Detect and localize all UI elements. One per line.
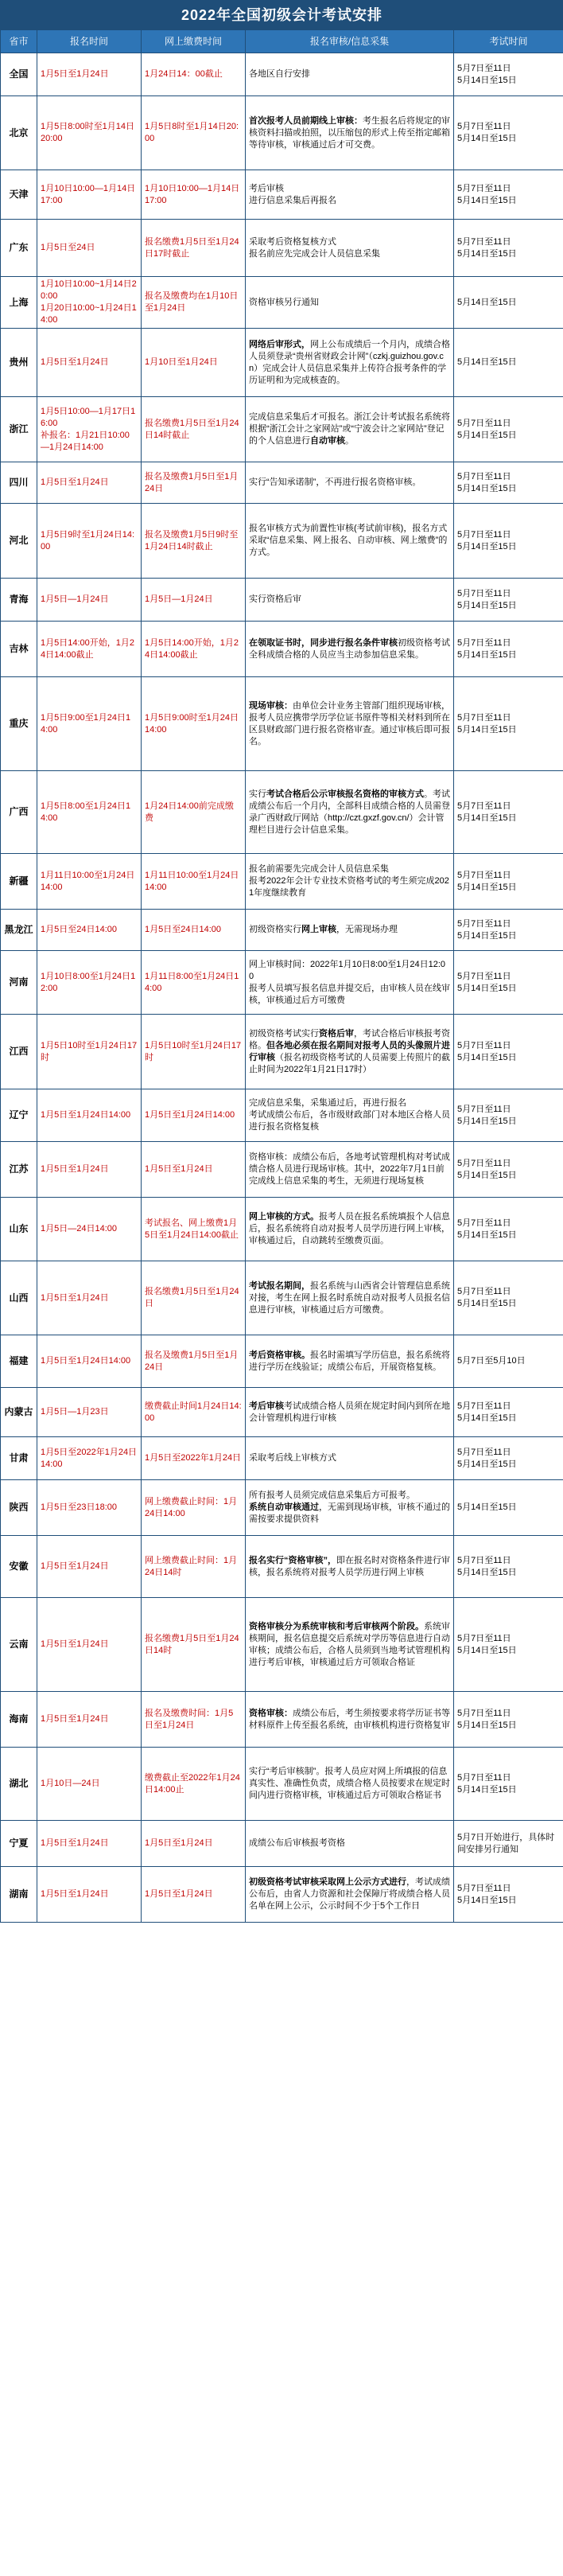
registration-time-cell: 1月11日10:00至1月24日14:00: [37, 854, 142, 910]
table-row: [1, 1261, 563, 1335]
exam-time-cell: 5月7日至11日 5月14日至15日: [454, 220, 563, 277]
table-row: [1, 622, 563, 677]
header-payment-time: 网上缴费时间: [142, 30, 246, 53]
review-info-text: 网上公布成绩后一个月内，成绩合格人员须登录“贵州省财政会计网”（czkj.guizhou.gov.cn）完成会计人员信息采集并上传符合报考条件的学历证明和为完成核查的。: [249, 339, 450, 385]
review-info-emphasis: 考后资格审核。: [249, 1350, 310, 1360]
province-cell: 云南: [1, 1598, 37, 1692]
province-cell: 宁夏: [1, 1821, 37, 1867]
payment-time-cell: 1月5日—1月24日: [142, 579, 246, 622]
review-info-text: 实行“考后审核制”。报考人员应对网上所填报的信息真实性、准确性负责，成绩合格人员按要求在规定时间内进行资格审核，审核通过后方可领取合格证书: [249, 1767, 450, 1800]
table-row: [1, 1867, 563, 1923]
review-info-cell: [246, 951, 454, 1015]
review-info-text: 初级资格考试实行资格后审，考试合格后审核报考资格。但各地必须在报名期间对报考人员的头像照片进行审核（报名初级资格考试的人员需要上传照片的截止时间为2022年1月21日17时）: [249, 1028, 450, 1074]
table-row: [1, 1437, 563, 1480]
review-info-emphasis: 考试报名期间，: [249, 1280, 310, 1291]
table-row: [1, 1536, 563, 1598]
table-row: [1, 1142, 563, 1198]
province-cell: 新疆: [1, 854, 37, 910]
review-info-text: 采取考后资格复核方式 报名前应先完成会计人员信息采集: [249, 236, 380, 259]
payment-time-cell: 报名及缴费均在1月10日至1月24日: [142, 277, 246, 329]
exam-time-cell: 5月7日至11日 5月14日至15日: [454, 397, 563, 462]
province-cell: 海南: [1, 1692, 37, 1748]
table-row: [1, 1821, 563, 1867]
payment-time-cell: 网上缴费截止时间：1月24日14时: [142, 1536, 246, 1598]
review-info-text: ，考试成绩公布后，由省人力资源和社会保障厅将成绩合格人员名单在网上公示，公示时间不少于5个工作日: [249, 1877, 450, 1911]
exam-time-cell: 5月7日至11日 5月14日至15日: [454, 677, 563, 771]
registration-time-cell: 1月5日9:00至1月24日14:00: [37, 677, 142, 771]
header-registration-time: 报名时间: [37, 30, 142, 53]
exam-time-cell: 5月7日至11日 5月14日至15日: [454, 53, 563, 96]
review-info-cell: [246, 771, 454, 854]
registration-time-cell: 1月5日10时至1月24日17时: [37, 1015, 142, 1089]
review-info-text: 考试成绩合格人员须在规定时间内到所在地会计管理机构进行审核: [249, 1401, 450, 1423]
exam-time-cell: 5月7日至11日 5月14日至15日: [454, 622, 563, 677]
registration-time-cell: 1月10日—24日: [37, 1748, 142, 1821]
table-row: [1, 170, 563, 220]
registration-time-cell: 1月5日至1月24日: [37, 1536, 142, 1598]
payment-time-cell: 缴费截止至2022年1月24日14:00止: [142, 1748, 246, 1821]
table-row: [1, 1388, 563, 1437]
review-info-cell: [246, 1536, 454, 1598]
review-info-cell: [246, 329, 454, 397]
table-row: [1, 504, 563, 579]
registration-time-cell: 1月10日8:00至1月24日12:00: [37, 951, 142, 1015]
registration-time-cell: 1月5日至1月24日: [37, 1598, 142, 1692]
exam-time-cell: 5月7日至11日 5月14日至15日: [454, 1015, 563, 1089]
payment-time-cell: 1月5日至1月24日: [142, 1821, 246, 1867]
review-info-emphasis: 网上审核的方式。: [249, 1212, 319, 1222]
review-info-cell: [246, 854, 454, 910]
review-info-cell: [246, 504, 454, 579]
province-cell: 四川: [1, 462, 37, 504]
payment-time-cell: 缴费截止时间1月24日14:00: [142, 1388, 246, 1437]
table-row: [1, 771, 563, 854]
payment-time-cell: 1月24日14:00前完成缴费: [142, 771, 246, 854]
province-cell: 湖南: [1, 1867, 37, 1923]
province-cell: 陕西: [1, 1480, 37, 1536]
review-info-text: 实行资格后审: [249, 594, 301, 604]
payment-time-cell: 1月5日8时至1月14日20:00: [142, 96, 246, 170]
exam-time-cell: 5月7日至11日 5月14日至15日: [454, 1536, 563, 1598]
registration-time-cell: 1月10日10:00~1月14日20:00 1月20日10:00~1月24日14:00: [37, 277, 142, 329]
payment-time-cell: 报名缴费1月5日至1月24日17时截止: [142, 220, 246, 277]
province-cell: 安徽: [1, 1536, 37, 1598]
review-info-text: 报名系统与山西省会计管理信息系统对接，考生在网上报名时系统自动对报考人员报名信息进行审核，审核通过后方可缴费。: [249, 1280, 450, 1315]
review-info-cell: [246, 579, 454, 622]
province-cell: 青海: [1, 579, 37, 622]
table-row: [1, 910, 563, 951]
header-exam-time: 考试时间: [454, 30, 563, 53]
review-info-text: 初级资格考试全科成绩合格的人员应当主动参加信息采集。: [249, 637, 450, 660]
province-cell: 浙江: [1, 397, 37, 462]
province-cell: 广西: [1, 771, 37, 854]
exam-time-cell: 5月7日至11日 5月14日至15日: [454, 1142, 563, 1198]
payment-time-cell: 1月5日9:00时至1月24日14:00: [142, 677, 246, 771]
payment-time-cell: 网上缴费截止时间：1月24日14:00: [142, 1480, 246, 1536]
province-cell: 河北: [1, 504, 37, 579]
province-cell: 湖北: [1, 1748, 37, 1821]
table-body: [1, 53, 563, 1923]
registration-time-cell: 1月5日至1月24日14:00: [37, 1335, 142, 1388]
payment-time-cell: 报名及缴费1月5日至1月24日: [142, 1335, 246, 1388]
table-row: [1, 579, 563, 622]
province-cell: 辽宁: [1, 1089, 37, 1142]
exam-time-cell: 5月7日至11日 5月14日至15日: [454, 910, 563, 951]
payment-time-cell: 报名及缴费1月5日9时至1月24日14时截止: [142, 504, 246, 579]
province-cell: 山东: [1, 1198, 37, 1261]
review-info-cell: [246, 1867, 454, 1923]
payment-time-cell: 1月5日至2022年1月24日: [142, 1437, 246, 1480]
registration-time-cell: 1月5日—24日14:00: [37, 1198, 142, 1261]
province-cell: 广东: [1, 220, 37, 277]
review-info-cell: [246, 277, 454, 329]
review-info-cell: [246, 1089, 454, 1142]
table-row: [1, 1089, 563, 1142]
review-info-text: 系统审核期间，报名信息提交后系统对学历等信息进行自动审核；成绩公布后，合格人员须到当地考试管理机构进行考后审核，审核通过后方可领取合格证: [249, 1621, 450, 1667]
review-info-emphasis: 报名实行“资格审核”，: [249, 1555, 336, 1565]
province-cell: 吉林: [1, 622, 37, 677]
registration-time-cell: 1月5日至1月24日: [37, 1867, 142, 1923]
province-cell: 山西: [1, 1261, 37, 1335]
payment-time-cell: 1月5日14:00开始，1月24日14:00截止: [142, 622, 246, 677]
registration-time-cell: 1月5日至1月24日: [37, 1821, 142, 1867]
registration-time-cell: 1月5日至1月24日: [37, 1692, 142, 1748]
table-row: [1, 220, 563, 277]
review-info-cell: [246, 96, 454, 170]
review-info-text: 实行“告知承诺制”，不再进行报名资格审核。: [249, 477, 421, 487]
payment-time-cell: 1月10日10:00—1月14日17:00: [142, 170, 246, 220]
review-info-cell: [246, 622, 454, 677]
review-info-cell: [246, 53, 454, 96]
exam-time-cell: 5月7日至11日 5月14日至15日: [454, 504, 563, 579]
province-cell: 天津: [1, 170, 37, 220]
exam-time-cell: 5月7日至11日 5月14日至15日: [454, 951, 563, 1015]
table-row: [1, 462, 563, 504]
registration-time-cell: 1月5日至23日18:00: [37, 1480, 142, 1536]
exam-time-cell: 5月14日至15日: [454, 1480, 563, 1536]
review-info-cell: [246, 910, 454, 951]
review-info-cell: [246, 397, 454, 462]
registration-time-cell: 1月5日—1月23日: [37, 1388, 142, 1437]
review-info-cell: [246, 1821, 454, 1867]
payment-time-cell: 1月24日14：00截止: [142, 53, 246, 96]
payment-time-cell: 1月5日至1月24日: [142, 1142, 246, 1198]
review-info-cell: [246, 220, 454, 277]
review-info-text: 实行考试合格后公示审核报名资格的审核方式。考试成绩公布后一个月内，全部科目成绩合格的人员需登录广西财政厅网站（http://czt.gxzf.gov.cn/）会计管理栏目进行会计信息采集。: [249, 789, 450, 835]
registration-time-cell: 1月5日至2022年1月24日14:00: [37, 1437, 142, 1480]
registration-time-cell: 1月5日至1月24日: [37, 462, 142, 504]
exam-time-cell: 5月7日至11日 5月14日至15日: [454, 1598, 563, 1692]
review-info-cell: [246, 1598, 454, 1692]
exam-time-cell: 5月7日至11日 5月14日至15日: [454, 96, 563, 170]
payment-time-cell: 1月5日至1月24日: [142, 1867, 246, 1923]
review-info-cell: [246, 1388, 454, 1437]
registration-time-cell: 1月5日至1月24日: [37, 1142, 142, 1198]
province-cell: 江苏: [1, 1142, 37, 1198]
payment-time-cell: 考试报名、网上缴费1月5日至1月24日14:00截止: [142, 1198, 246, 1261]
exam-time-cell: 5月7日至11日 5月14日至15日: [454, 579, 563, 622]
payment-time-cell: 报名缴费1月5日至1月24日: [142, 1261, 246, 1335]
review-info-text: 报考人员在报名系统填报个人信息后，报名系统将自动对报考人员学历进行网上审核，审核通过后，自动跳转至缴费页面。: [249, 1212, 450, 1245]
registration-time-cell: 1月5日至1月24日14:00: [37, 1089, 142, 1142]
review-info-text: 各地区自行安排: [249, 69, 310, 79]
header-row: [1, 30, 563, 53]
exam-time-cell: 5月7日至11日 5月14日至15日: [454, 1198, 563, 1261]
review-info-text: 所有报考人员须完成信息采集后方可报考。 系统自动审核通过，无需到现场审核，审核不通过的需按要求提供资料: [249, 1491, 450, 1524]
province-cell: 全国: [1, 53, 37, 96]
exam-time-cell: 5月7日至11日 5月14日至15日: [454, 1867, 563, 1923]
table-row: [1, 329, 563, 397]
payment-time-cell: 1月5日至1月24日14:00: [142, 1089, 246, 1142]
province-cell: 甘肃: [1, 1437, 37, 1480]
registration-time-cell: 1月5日9时至1月24日14:00: [37, 504, 142, 579]
review-info-emphasis: 网络后审形式，: [249, 339, 310, 349]
review-info-text: 采取考后线上审核方式: [249, 1453, 336, 1463]
review-info-text: 报名前需要先完成会计人员信息采集 报考2022年会计专业技术资格考试的考生须完成2021年度继续教育: [249, 864, 449, 898]
payment-time-cell: 报名缴费1月5日至1月24日14时: [142, 1598, 246, 1692]
review-info-cell: [246, 1692, 454, 1748]
review-info-cell: [246, 170, 454, 220]
review-info-emphasis: 资格审核分为系统审核和考后审核两个阶段。: [249, 1621, 424, 1631]
registration-time-cell: 1月5日至24日: [37, 220, 142, 277]
exam-time-cell: 5月7日至11日 5月14日至15日: [454, 462, 563, 504]
exam-time-cell: 5月7日至11日 5月14日至15日: [454, 1089, 563, 1142]
table-row: [1, 677, 563, 771]
payment-time-cell: 报名及缴费时间：1月5日至1月24日: [142, 1692, 246, 1748]
registration-time-cell: 1月5日至24日14:00: [37, 910, 142, 951]
registration-time-cell: 1月10日10:00—1月14日17:00: [37, 170, 142, 220]
province-cell: 重庆: [1, 677, 37, 771]
review-info-cell: [246, 1480, 454, 1536]
registration-time-cell: 1月5日至1月24日: [37, 53, 142, 96]
registration-time-cell: 1月5日至1月24日: [37, 1261, 142, 1335]
review-info-emphasis: 在领取证书时，同步进行报名条件审核: [249, 637, 398, 648]
review-info-emphasis: 现场审核：: [249, 700, 293, 711]
exam-time-cell: 5月7日开始进行，具体时间安排另行通知: [454, 1821, 563, 1867]
review-info-emphasis: 初级资格考试审核采取网上公示方式进行: [249, 1877, 406, 1887]
review-info-text: 资格审核：成绩公布后，各地考试管理机构对考试成绩合格人员进行现场审核。其中，2022年7月1日前完成线上信息采集的考生，无须进行现场复核: [249, 1152, 450, 1186]
table-row: [1, 96, 563, 170]
review-info-emphasis: 考后审核: [249, 1401, 284, 1411]
table-row: [1, 1748, 563, 1821]
province-cell: 北京: [1, 96, 37, 170]
province-cell: 江西: [1, 1015, 37, 1089]
review-info-text: 成绩公布后审核报考资格: [249, 1838, 345, 1848]
exam-time-cell: 5月7日至11日 5月14日至15日: [454, 1692, 563, 1748]
review-info-text: 考后审核 进行信息采集后再报名: [249, 183, 336, 205]
review-info-cell: [246, 1335, 454, 1388]
table-row: [1, 277, 563, 329]
payment-time-cell: 1月11日8:00至1月24日14:00: [142, 951, 246, 1015]
review-info-emphasis: 资格审核：: [249, 1708, 293, 1718]
review-info-text: 资格审核另行通知: [249, 297, 319, 307]
payment-time-cell: 1月5日至24日14:00: [142, 910, 246, 951]
table-row: [1, 1198, 563, 1261]
review-info-cell: [246, 462, 454, 504]
review-info-text: 初级资格实行网上审核，无需现场办理: [249, 925, 398, 934]
review-info-emphasis: 首次报考人员前期线上审核：: [249, 115, 363, 126]
page-title: 2022年全国初级会计考试安排: [1, 1, 563, 30]
table-row: [1, 1598, 563, 1692]
review-info-cell: [246, 1142, 454, 1198]
review-info-text: 由单位会计业务主管部门组织现场审核，报考人员应携带学历学位证书原件等相关材料到所在区县财政部门进行报名资格审查。通过审核后即可报名。: [249, 700, 450, 746]
exam-time-cell: 5月7日至11日 5月14日至15日: [454, 854, 563, 910]
review-info-text: 考生报名后将规定的审核资料扫描或拍照，以压缩包的形式上传至指定邮箱等待审核，审核通过后才可交费。: [249, 115, 450, 150]
review-info-text: 成绩公布后，考生须按要求将学历证书等材料原件上传至报名系统，由审核机构进行资格复审: [249, 1708, 450, 1730]
review-info-text: 报名审核方式为前置性审核(考试前审核)，报名方式采取“信息采集、网上报名、自动审核、网上缴费”的方式。: [249, 524, 448, 557]
registration-time-cell: 1月5日10:00—1月17日16:00 补报名：1月21日10:00—1月24日14:00: [37, 397, 142, 462]
review-info-text: 完成信息采集，采集通过后，再进行报名 考试成绩公布后，各市级财政部门对本地区合格人员进行报名资格复核: [249, 1098, 450, 1132]
exam-time-cell: 5月7日至11日 5月14日至15日: [454, 1748, 563, 1821]
review-info-text: 即在报名时对资格条件进行审核，报名系统将对报考人员学历进行网上审核: [249, 1555, 450, 1577]
table-row: [1, 951, 563, 1015]
review-info-cell: [246, 677, 454, 771]
review-info-cell: [246, 1198, 454, 1261]
payment-time-cell: 报名及缴费1月5日至1月24日: [142, 462, 246, 504]
registration-time-cell: 1月5日—1月24日: [37, 579, 142, 622]
review-info-cell: [246, 1261, 454, 1335]
payment-time-cell: 报名缴费1月5日至1月24日14时截止: [142, 397, 246, 462]
payment-time-cell: 1月11日10:00至1月24日14:00: [142, 854, 246, 910]
review-info-cell: [246, 1437, 454, 1480]
exam-time-cell: 5月7日至11日 5月14日至15日: [454, 170, 563, 220]
registration-time-cell: 1月5日8:00时至1月14日20:00: [37, 96, 142, 170]
province-cell: 福建: [1, 1335, 37, 1388]
province-cell: 内蒙古: [1, 1388, 37, 1437]
exam-time-cell: 5月7日至11日 5月14日至15日: [454, 1261, 563, 1335]
review-info-text: 完成信息采集后才可报名。浙江会计考试报名系统将根据“浙江会计之家网站”或“宁波会计之家网站”登记的个人信息进行自动审核。: [249, 412, 450, 446]
province-cell: 上海: [1, 277, 37, 329]
review-info-text: 报名时需填写学历信息，报名系统将进行学历在线验证；成绩公布后，开展资格复核。: [249, 1350, 450, 1372]
payment-time-cell: 1月10日至1月24日: [142, 329, 246, 397]
exam-time-cell: 5月7日至11日 5月14日至15日: [454, 1437, 563, 1480]
payment-time-cell: 1月5日10时至1月24日17时: [142, 1015, 246, 1089]
exam-time-cell: 5月7日至11日 5月14日至15日: [454, 771, 563, 854]
table-row: [1, 1480, 563, 1536]
review-info-cell: [246, 1748, 454, 1821]
table-row: [1, 1015, 563, 1089]
province-cell: 黑龙江: [1, 910, 37, 951]
table-row: [1, 397, 563, 462]
table-row: [1, 854, 563, 910]
header-province: 省市: [1, 30, 37, 53]
table-row: [1, 1692, 563, 1748]
province-cell: 河南: [1, 951, 37, 1015]
registration-time-cell: 1月5日8:00至1月24日14:00: [37, 771, 142, 854]
header-review-info: 报名审核/信息采集: [246, 30, 454, 53]
exam-time-cell: 5月7日至11日 5月14日至15日: [454, 1388, 563, 1437]
review-info-cell: [246, 1015, 454, 1089]
registration-time-cell: 1月5日至1月24日: [37, 329, 142, 397]
table-row: [1, 1335, 563, 1388]
review-info-text: 网上审核时间：2022年1月10日8:00至1月24日12:00 报考人员填写报名信息并提交后，由审核人员在线审核，审核通过后方可缴费: [249, 959, 450, 1005]
exam-time-cell: 5月14日至15日: [454, 277, 563, 329]
province-cell: 贵州: [1, 329, 37, 397]
table-row: [1, 53, 563, 96]
exam-time-cell: 5月14日至15日: [454, 329, 563, 397]
exam-time-cell: 5月7日至5月10日: [454, 1335, 563, 1388]
registration-time-cell: 1月5日14:00开始，1月24日14:00截止: [37, 622, 142, 677]
